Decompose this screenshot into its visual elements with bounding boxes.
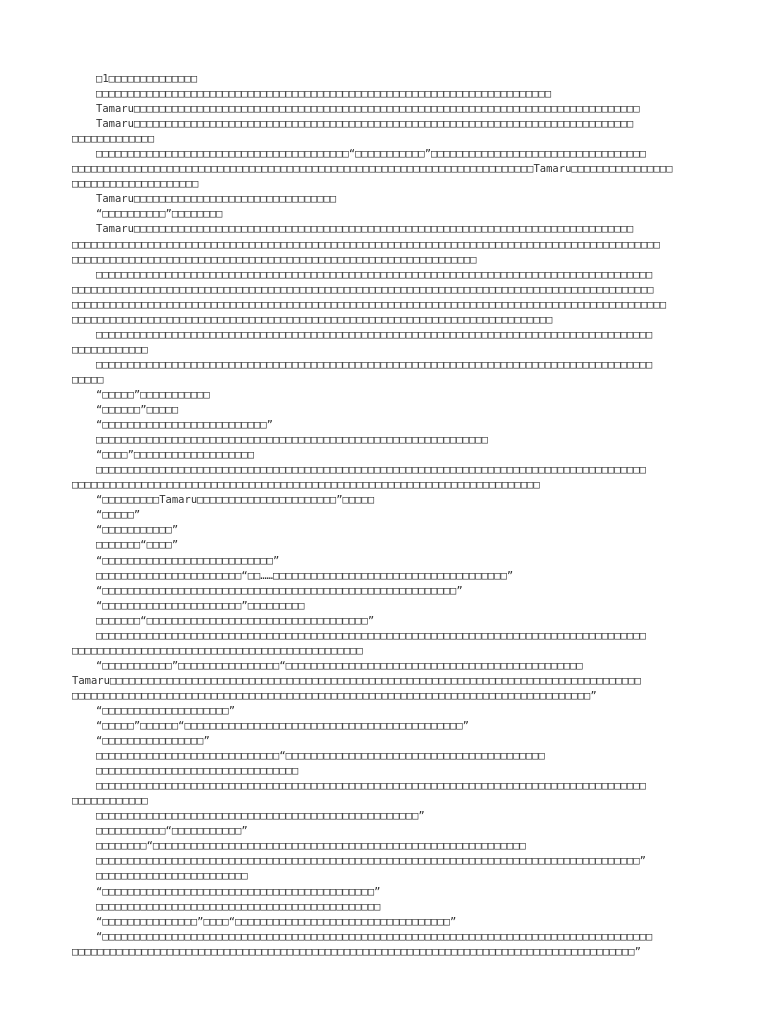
text-line: □□□□□□□□□□□□□□□□□□□□□□□□□□□□□□□□□□□□□□□□□□□□□□□□□□□□□□□□□□□□□□□□□□□□□□□□□□□□ [72, 313, 553, 326]
text-line: □□□□□□□□□□□□□ [72, 133, 155, 146]
text-line: □□□□□□□□□□□□□□□□□□□□□□□□□□□□□□□□□□□□□□□□□□□□□□ [72, 644, 363, 657]
text-line: “□□□□□□□□□□□□□□□□□□□□□□□□□□□□□□□□□□□□□□□□□□□□□□□□□□□□□□□□” [96, 584, 463, 597]
text-line: □□□□□□□□□□□□□□□□□□□□□□□□□□□□□□□□□□□□□□□□□□□□□□□□□□□□□□□□□□□□□□□□□□□□□□□□□□□□□□□□□□□□□□□ [96, 780, 646, 793]
text-line: □□□□□□□“□□□□” [96, 539, 179, 552]
text-line: □□□□□□□□□□□□□□□□□□□□□□□“□□……□□□□□□□□□□□□□□□□□□□□□□□□□□□□□□□□□□□□□” [96, 569, 514, 582]
document-body [72, 72, 712, 960]
text-line: “□□□□□□□□□Tamaru□□□□□□□□□□□□□□□□□□□□□□”□□□□□ [96, 494, 375, 507]
text-line: □□□□□□□□□□□□□□□□□□□□□□□□□□□□□□□□□□□□□□□□□□□□□□□□□□□□□□□□□□□□□□□□□□□□□□□□□□□□□□□□□□□□□□□ [96, 629, 646, 642]
text-line: Tamaru□□□□□□□□□□□□□□□□□□□□□□□□□□□□□□□□ [96, 193, 337, 206]
text-line: “□□□□□□□□□□□□□□□□□□□□□□”□□□□□□□□□ [96, 599, 305, 612]
text-line: Tamaru□□□□□□□□□□□□□□□□□□□□□□□□□□□□□□□□□□□□□□□□□□□□□□□□□□□□□□□□□□□□□□□□□□□□□□□□□□□□□□□□□□□□ [72, 674, 641, 687]
text-line: □□□□□□□□□□□□□□□□□□□□□□□□□□□□□□□□□□□□□□□□□□□□□□□□□□□□□□□□□□□□□□□□□□□□□□□□□□□□□□□□□□□□□□□□□□□□□□ [72, 298, 667, 311]
text-line: □1□□□□□□□□□□□□□□ [96, 73, 198, 85]
text-line: □□□□□□□□“□□□□□□□□□□□□□□□□□□□□□□□□□□□□□□□□□□□□□□□□□□□□□□□□□□□□□□□□□□□ [96, 840, 526, 853]
text-line: “□□□□□” [96, 509, 141, 522]
text-line: □□□□□□□□□□□□□□□□□□□□□□□□□□□□□□□□□□□□□□□□□□□□□□□□□□□□□□□□□□□□□□□□□□□□□□□□□□□□□□□□□□□□□□□□ [96, 358, 653, 371]
text-line: □□□□□□□□□□□□□□□□□□□□□□□□□□□□□□□□□□□□□□□□□□□□□□□□□□□□□□□□□□□□□□□□□□□□□□□□□□□□□□□□□□□□□□□ [96, 464, 646, 477]
text-line: □□□□□□□□□□□□□□□□□□□□□□□□□□□□□□□□□□□□□□□□□□□□□□□□□□□□□□□□□□□□□□□□□□□□□□□□□□□□□□□□□□□□□□” [96, 855, 646, 868]
text-line: □□□□□□□□□□□□□□□□□□□□□□□□□□□□□□□□□□□□□□□□“□□□□□□□□□□□”□□□□□□□□□□□□□□□□□□□□□□□□□□□□□□□□□□ [96, 148, 646, 161]
text-line: “□□□□”□□□□□□□□□□□□□□□□□□□ [96, 449, 255, 462]
text-line: Tamaru□□□□□□□□□□□□□□□□□□□□□□□□□□□□□□□□□□□□□□□□□□□□□□□□□□□□□□□□□□□□□□□□□□□□□□□□□□□□□□□ [96, 118, 634, 131]
text-line: □□□□□□□□□□□□□□□□□□□□□□□□□□□□□□□□□□□□□□□□□□□□□□□□□□□□□□□□□□□□□□□□□□□□□□□□ [96, 88, 552, 101]
text-line: □□□□□□□□□□□□□□□□□□□□□□□□□□□□□□□□□□□□□□□□□□□□□□□□□□□□□□□□□□□□□□□□□□□□□□□□□□□□□□□□□□□□□□□□ [96, 328, 653, 341]
text-line: “□□□□□□□□□□□□□□□□□□□□” [96, 704, 236, 717]
text-line: Tamaru□□□□□□□□□□□□□□□□□□□□□□□□□□□□□□□□□□□□□□□□□□□□□□□□□□□□□□□□□□□□□□□□□□□□□□□□□□□□□□□ [96, 223, 634, 236]
text-line: □□□□□□□□□□□□□□□□□□□□□□□□□□□□□□□□□□□□□□□□□□□□□ [96, 900, 381, 913]
text-line: □□□□□□□□□□□□□□□□□□□□□□□□ [96, 870, 248, 883]
text-line: □□□□□□□□□□□□□□□□□□□□□□□□□□□□□□□□□□□□□□□□□□□□□□□□□□□□□□□□□□□□□□□□□□□□□□□□□□□□□□□□□□□□□□□□□” [72, 945, 641, 958]
text-line: □□□□□□□□□□□□□□□□□□□□□□□□□□□□□□□□□□□□□□□□□□□□□□□□□□□” [96, 810, 425, 823]
text-line: “□□□□□□□□□□□□□□□□□□□□□□□□□□” [96, 419, 274, 432]
text-line: □□□□□□□□□□□□□□□□□□□□□□□□□□□□□□□□□□□□□□□□□□□□□□□□□□□□□□□□□□□□□□ [96, 434, 488, 447]
text-line: □□□□□□□□□□□□ [72, 795, 148, 808]
text-line: □□□□□□□□□□□□ [72, 343, 148, 356]
text-line: □□□□□□□□□□□□□□□□□□□□□□□□□□□□□□□□ [96, 765, 299, 778]
text-line: “□□□□□□□□□□□□□□□□□□□□□□□□□□□□□□□□□□□□□□□□□□□” [96, 885, 381, 898]
text-line: □□□□□□□□□□□□□□□□□□□□□□□□□□□□□□□□□□□□□□□□□□□□□□□□□□□□□□□□□□□□□□□□□□□□□□□□□□□□□□□□□□” [72, 689, 597, 702]
text-line: “□□□□□”□□□□□□□□□□□ [96, 388, 210, 401]
text-line: “□□□□□□□□□□□” [96, 524, 179, 537]
text-line: □□□□□□□□□□□□□□□□□□□□ [72, 178, 199, 191]
text-line: “□□□□□□□□□□□”□□□□□□□□□□□□□□□□“□□□□□□□□□□□□□□□□□□□□□□□□□□□□□□□□□□□□□□□□□□□□□□□ [96, 659, 583, 672]
text-line: “□□□□□□”□□□□□ [96, 404, 179, 417]
text-line: “□□□□□□□□□□□□□□□□” [96, 735, 210, 748]
text-line: “□□□□□□□□□□□□□□□□□□□□□□□□□□□□□□□□□□□□□□□□□□□□□□□□□□□□□□□□□□□□□□□□□□□□□□□□□□□□□□□□□□□□□□□ [96, 930, 653, 943]
text-line: □□□□□□□□□□□□□□□□□□□□□□□□□□□□□□□□□□□□□□□□□□□□□□□□□□□□□□□□□□□□□□□□□□□□□□□□□□ [72, 479, 540, 492]
text-line: □□□□□□□□□□□□□□□□□□□□□□□□□□□□□□□□□□□□□□□□□□□□□□□□□□□□□□□□□□□□□□□□□□□□□□□□□Tamaru□□□□□□□□□□□□□□□□ [72, 163, 673, 176]
text-line: □□□□□□□□□□□“□□□□□□□□□□□” [96, 825, 248, 838]
text-line: “□□□□□□□□□□”□□□□□□□□ [96, 208, 223, 221]
text-line: “□□□□□□□□□□□□□□□□□□□□□□□□□□□” [96, 554, 280, 567]
text-line: □□□□□□□“□□□□□□□□□□□□□□□□□□□□□□□□□□□□□□□□□□□” [96, 614, 375, 627]
text-line: “□□□□□□□□□□□□□□□”□□□□“□□□□□□□□□□□□□□□□□□□□□□□□□□□□□□□□□□” [96, 915, 457, 928]
text-line: □□□□□□□□□□□□□□□□□□□□□□□□□□□□□□□□□□□□□□□□□□□□□□□□□□□□□□□□□□□□□□□□□□□□□□□□□□□□□□□□□□□□□□□□□□□□ [72, 283, 654, 296]
text-line: Tamaru□□□□□□□□□□□□□□□□□□□□□□□□□□□□□□□□□□□□□□□□□□□□□□□□□□□□□□□□□□□□□□□□□□□□□□□□□□□□□□□□ [96, 103, 640, 116]
text-line: □□□□□□□□□□□□□□□□□□□□□□□□□□□□□□□□□□□□□□□□□□□□□□□□□□□□□□□□□□□□□□□□□□□□□□□□□□□□□□□□□□□□□□□□ [96, 268, 653, 281]
text-line: □□□□□□□□□□□□□□□□□□□□□□□□□□□□□“□□□□□□□□□□□□□□□□□□□□□□□□□□□□□□□□□□□□□□□□□ [96, 750, 545, 763]
text-line: □□□□□□□□□□□□□□□□□□□□□□□□□□□□□□□□□□□□□□□□□□□□□□□□□□□□□□□□□□□□□□□□ [72, 253, 477, 266]
text-line: “□□□□□”□□□□□□“□□□□□□□□□□□□□□□□□□□□□□□□□□□□□□□□□□□□□□□□□□□□” [96, 720, 469, 733]
text-line: □□□□□□□□□□□□□□□□□□□□□□□□□□□□□□□□□□□□□□□□□□□□□□□□□□□□□□□□□□□□□□□□□□□□□□□□□□□□□□□□□□□□□□□□□□□□□ [72, 238, 660, 251]
text-line: □□□□□ [72, 373, 104, 386]
